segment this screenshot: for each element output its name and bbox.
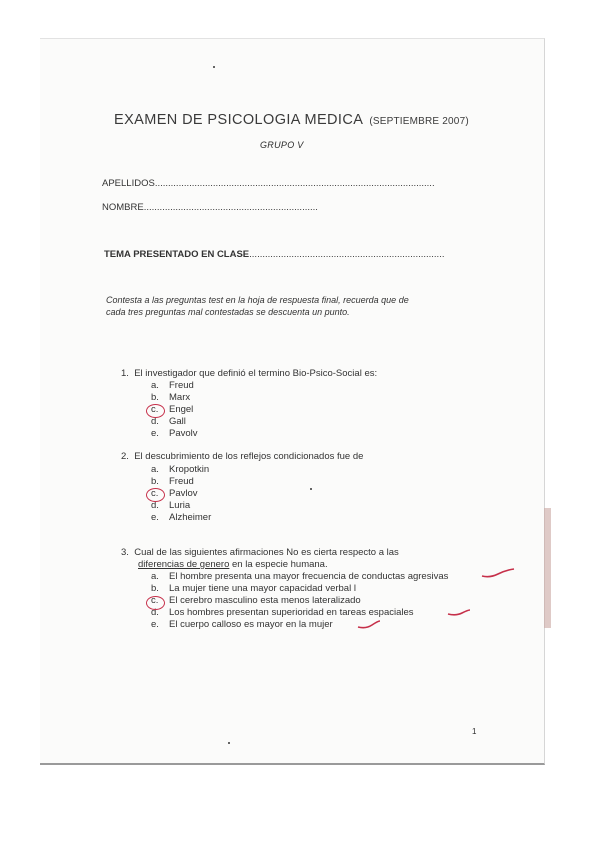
nombre-dotted-line: ..................................................................	[143, 202, 318, 213]
question-3-line-2	[138, 559, 328, 570]
tema-dotted-line: ..........................................................................	[249, 249, 445, 260]
question-2	[121, 451, 363, 462]
option-2d[interactable]: d. Luria	[151, 500, 191, 511]
exam-date: (SEPTIEMBRE 2007)	[369, 116, 469, 127]
answer-circle-mark	[146, 488, 165, 502]
option-1b[interactable]: b. Marx	[151, 392, 191, 403]
underlined-phrase: diferencias de genero	[138, 559, 230, 570]
option-2a[interactable]: a. Kropotkin	[151, 464, 210, 475]
ink-speck	[228, 742, 230, 744]
option-3c[interactable]: c. El cerebro masculino esta menos lateralizado	[151, 595, 361, 606]
option-2c[interactable]: c. Pavlov	[151, 488, 198, 499]
nombre-field[interactable]	[102, 202, 318, 213]
instructions-line-2: cada tres preguntas mal contestadas se descuenta un punto.	[106, 307, 350, 317]
question-number: 2.	[121, 451, 129, 462]
question-1	[121, 368, 377, 379]
apellidos-dotted-line: ..........................................................................................................	[154, 178, 435, 189]
option-2b[interactable]: b. Freud	[151, 476, 194, 487]
question-number: 3.	[121, 547, 129, 558]
apellidos-field[interactable]	[102, 178, 435, 189]
question-text: El investigador que definió el termino Bio-Psico-Social es:	[134, 368, 378, 379]
exam-group: GRUPO V	[260, 140, 304, 150]
tema-label: TEMA PRESENTADO EN CLASE	[104, 249, 250, 260]
option-1a[interactable]: a. Freud	[151, 380, 194, 391]
page-number: 1	[472, 727, 477, 736]
tema-field[interactable]	[104, 249, 444, 260]
option-3d[interactable]: d. Los hombres presentan superioridad en tareas espaciales	[151, 607, 414, 618]
question-number: 1.	[121, 368, 129, 379]
option-2e[interactable]: e. Alzheimer	[151, 512, 212, 523]
option-1c[interactable]: c. Engel	[151, 404, 194, 415]
ink-speck	[213, 66, 215, 68]
instructions-line-1: Contesta a las preguntas test en la hoja de respuesta final, recuerda que de	[106, 295, 409, 305]
ink-speck	[310, 488, 312, 490]
check-mark-icon	[446, 608, 472, 618]
title-text: EXAMEN DE PSICOLOGIA MEDICA	[114, 112, 364, 128]
exam-title	[114, 112, 469, 128]
option-1e[interactable]: e. Pavolv	[151, 428, 198, 439]
check-mark-icon	[480, 566, 516, 580]
edge-stain	[544, 508, 551, 628]
nombre-label: NOMBRE	[102, 202, 144, 213]
question-text-rest: en la especie humana.	[229, 559, 328, 570]
question-text: Cual de las siguientes afirmaciones No es cierta respecto a las	[134, 547, 399, 558]
apellidos-label: APELLIDOS	[102, 178, 155, 189]
question-3	[121, 547, 399, 558]
check-mark-icon	[356, 619, 382, 631]
option-1d[interactable]: d. Gall	[151, 416, 186, 427]
option-3b[interactable]: b. La mujer tiene una mayor capacidad verbal l	[151, 583, 356, 594]
option-3e[interactable]: e. El cuerpo calloso es mayor en la mujer	[151, 619, 333, 630]
answer-circle-mark	[146, 404, 165, 418]
option-3a[interactable]: a. El hombre presenta una mayor frecuencia de conductas agresivas	[151, 571, 449, 582]
answer-circle-mark	[146, 596, 165, 610]
question-text: El descubrimiento de los reflejos condicionados fue de	[134, 451, 364, 462]
